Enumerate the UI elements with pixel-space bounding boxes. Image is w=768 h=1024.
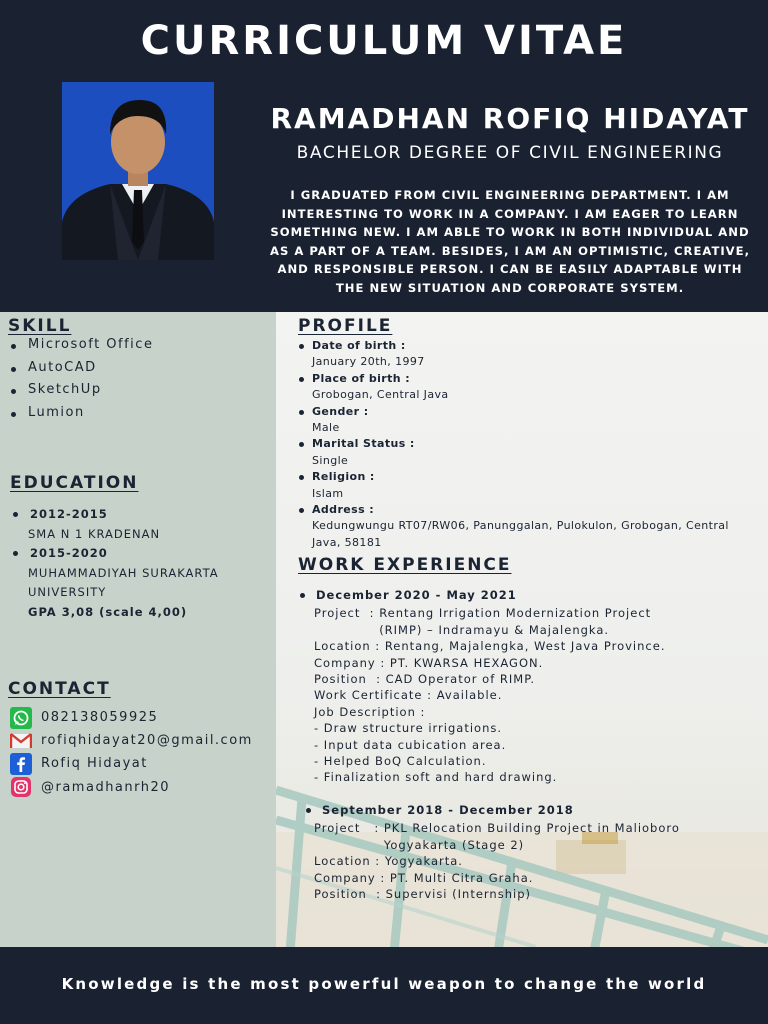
contact-heading: CONTACT	[8, 679, 111, 699]
profile-item	[298, 436, 738, 469]
job-company-key: Company :	[314, 870, 390, 885]
job-description-item: - Input data cubication area.	[314, 737, 507, 752]
job-company	[298, 655, 758, 671]
profile-list	[298, 338, 738, 551]
job-position-value: Supervisi (Internship)	[385, 886, 531, 901]
profile-item	[298, 404, 738, 437]
education-years: 2015-2020	[10, 544, 272, 564]
education-school: MUHAMMADIYAH SURAKARTA UNIVERSITY	[28, 565, 219, 600]
contact-instagram	[10, 776, 253, 799]
contact-text[interactable]: @ramadhanrh20	[41, 779, 171, 795]
job-project-key: Project :	[314, 821, 384, 836]
job-entry	[298, 587, 758, 786]
skill-heading: SKILL	[8, 316, 72, 336]
job-certificate: Work Certificate : Available.	[314, 688, 503, 703]
full-name: RAMADHAN ROFIQ HIDAYAT	[270, 102, 750, 135]
profile-photo	[62, 82, 214, 260]
job-location-value: Yogyakarta.	[384, 854, 463, 869]
contact-list	[10, 706, 253, 799]
job-project-key: Project :	[314, 606, 380, 621]
cv-title: CURRICULUM VITAE	[140, 18, 628, 64]
profile-value: Single	[312, 453, 349, 467]
profile-label: Religion :	[312, 470, 375, 484]
education-list	[10, 505, 272, 623]
header	[0, 0, 768, 312]
job-period: September 2018 - December 2018	[304, 802, 758, 818]
job-project-value: PKL Relocation Building Project in Malioboro Yogyakarta (Stage 2)	[383, 821, 680, 852]
work-heading: WORK EXPERIENCE	[298, 555, 512, 575]
job-description-item: - Helped BoQ Calculation.	[314, 754, 487, 769]
contact-phone	[10, 706, 253, 729]
job-description-item: - Draw structure irrigations.	[314, 721, 503, 736]
job-location-value: Rentang, Majalengka, West Java Province.	[384, 639, 666, 654]
job-location	[304, 853, 758, 869]
education-years: 2012-2015	[10, 505, 272, 525]
profile-item	[298, 469, 738, 502]
job-description-title: Job Description :	[314, 704, 426, 719]
work-experience	[298, 587, 758, 902]
whatsapp-icon	[10, 707, 32, 729]
contact-text[interactable]: Rofiq Hidayat	[41, 756, 148, 772]
job-position-key: Position :	[314, 886, 386, 901]
instagram-icon	[10, 776, 32, 798]
job-period: December 2020 - May 2021	[298, 587, 758, 603]
profile-item	[298, 371, 738, 404]
summary-text: I GRADUATED FROM CIVIL ENGINEERING DEPARTMENT. I AM INTERESTING TO WORK IN A COMPANY. I AM EAGER TO LEARN SOMETHING NEW. I AM ABLE TO WORK IN BOTH INDIVIDUAL AND AS A PART OF A TEAM. BESIDES, I AM AN OPTIMISTIC, CREATIVE, AND RESPONSIBLE PERSON. I CAN BE EASILY ADAPTABLE WITH THE NEW SITUATION AND CORPORATE SYSTEM.	[270, 188, 750, 295]
profile-label: Marital Status :	[312, 437, 415, 451]
contact-email	[10, 729, 253, 752]
job-location-key: Location :	[314, 854, 385, 869]
profile-label: Place of birth :	[312, 371, 411, 385]
education-gpa: GPA 3,08 (scale 4,00)	[28, 604, 188, 619]
job-location-key: Location :	[314, 639, 385, 654]
contact-text[interactable]: 082138059925	[41, 710, 159, 726]
degree: BACHELOR DEGREE OF CIVIL ENGINEERING	[296, 143, 724, 163]
footer-quote: Knowledge is the most powerful weapon to change the world	[61, 975, 707, 993]
education-heading: EDUCATION	[10, 473, 139, 493]
profile-label: Address :	[312, 503, 375, 517]
profile-label: Date of birth :	[312, 339, 406, 352]
profile-value: Male	[312, 421, 340, 435]
profile-value: Islam	[312, 486, 344, 500]
job-company-key: Company :	[314, 655, 390, 670]
job-description-item: - Finalization soft and hard drawing.	[314, 770, 558, 785]
profile-value: January 20th, 1997	[312, 355, 425, 369]
job-position-key: Position :	[314, 672, 386, 687]
profile-label: Gender :	[312, 404, 369, 418]
job-entry	[298, 802, 758, 902]
job-position	[298, 671, 758, 687]
skill-item: Microsoft Office	[8, 337, 153, 360]
gmail-icon	[10, 730, 32, 752]
skill-item: SketchUp	[8, 382, 153, 405]
profile-heading: PROFILE	[298, 316, 393, 336]
job-company-value: PT. Multi Citra Graha.	[389, 870, 534, 885]
profile-value: Grobogan, Central Java	[312, 388, 449, 402]
education-school: SMA N 1 KRADENAN	[28, 526, 161, 541]
footer	[0, 947, 768, 1024]
profile-value: Kedungwungu RT07/RW06, Panunggalan, Pulokulon, Grobogan, Central Java, 58181	[312, 519, 729, 549]
job-project	[298, 605, 758, 638]
contact-text[interactable]: rofiqhidayat20@gmail.com	[41, 733, 253, 749]
job-position-value: CAD Operator of RIMP.	[385, 672, 536, 687]
job-position	[304, 886, 758, 902]
profile-item	[298, 338, 738, 371]
job-project	[304, 820, 758, 853]
skill-item: Lumion	[8, 405, 153, 428]
contact-facebook	[10, 752, 253, 775]
facebook-icon	[10, 753, 32, 775]
job-project-value: Rentang Irrigation Modernization Project (RIMP) – Indramayu & Majalengka.	[379, 606, 652, 637]
job-company-value: PT. KWARSA HEXAGON.	[389, 655, 544, 670]
job-location	[298, 638, 758, 654]
job-company	[304, 870, 758, 886]
profile-item	[298, 502, 738, 551]
skill-item: AutoCAD	[8, 360, 153, 383]
skill-list	[8, 337, 153, 427]
